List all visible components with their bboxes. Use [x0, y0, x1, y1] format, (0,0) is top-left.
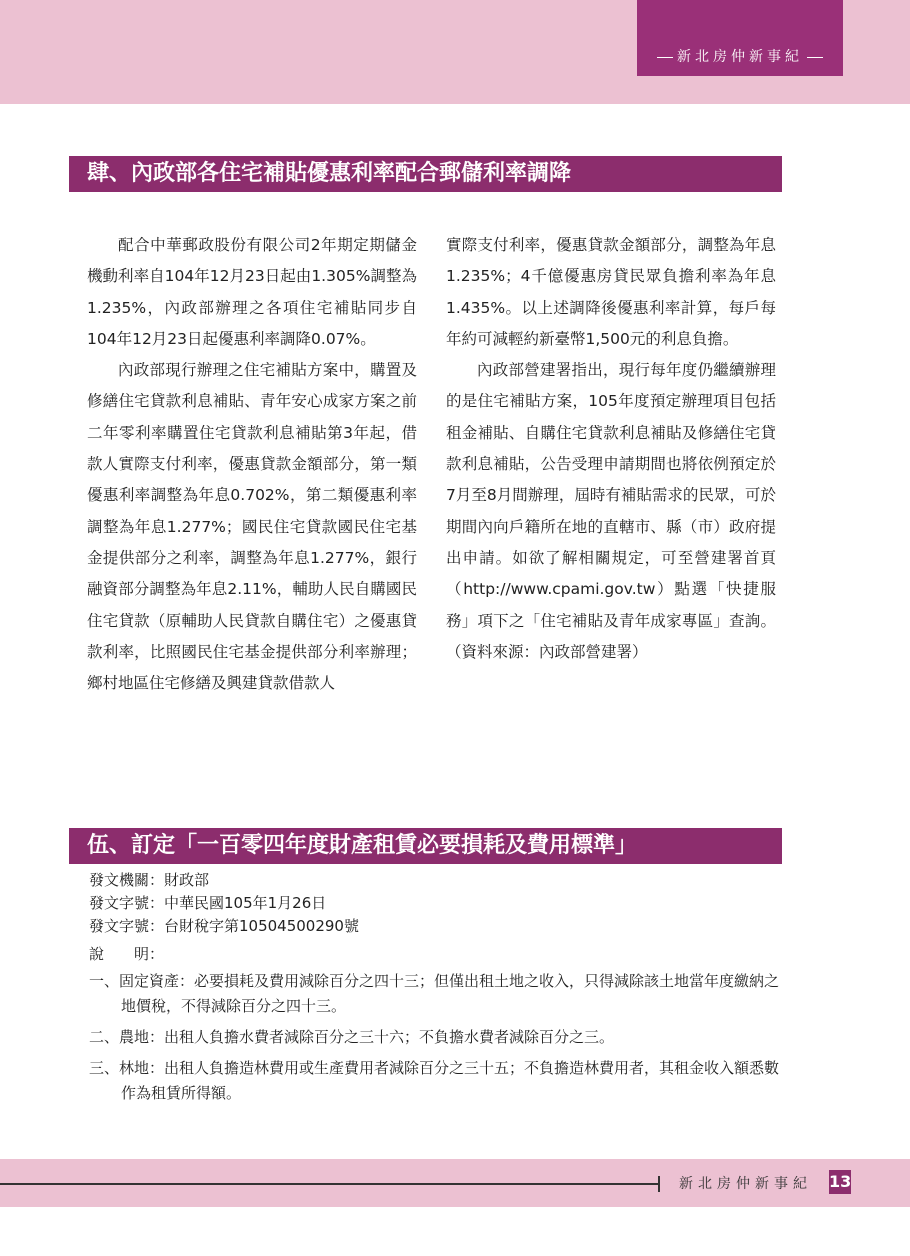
header-tab	[637, 0, 843, 76]
section-4-left-column	[87, 230, 417, 699]
explanation-list	[89, 969, 789, 1112]
footer-rule-tick	[658, 1176, 660, 1192]
page-number: 13	[829, 1170, 851, 1194]
document-info	[89, 869, 359, 938]
section-5-heading: 伍、訂定「一百零四年度財產租賃必要損耗及費用標準」	[69, 828, 782, 864]
header-journal-title: 新北房仲新事紀	[637, 46, 843, 66]
list-item: 二、農地：出租人負擔水費者減除百分之三十六；不負擔水費者減除百分之三。	[89, 1028, 615, 1046]
issuing-agency: 發文機關：財政部	[89, 871, 210, 889]
section-4-paragraph-1: 配合中華郵政股份有限公司2年期定期儲金機動利率自104年12月23日起由1.305%調整為1.235%，內政部辦理之各項住宅補貼同步自104年12月23日起優惠利率調降0.07%。	[87, 236, 417, 348]
issue-date: 發文字號：中華民國105年1月26日	[89, 894, 327, 912]
footer-journal-title: 新北房仲新事紀	[679, 1176, 812, 1192]
section-4-paragraph-2-cont: 實際支付利率，優惠貸款金額部分，調整為年息1.235%；4千億優惠房貸民眾負擔利率為年息1.435%。以上述調降後優惠利率計算，每戶每年約可減輕約新臺幣1,500元的利息負擔。	[446, 236, 776, 348]
section-4-paragraph-3: 內政部營建署指出，現行每年度仍繼續辦理的是住宅補貼方案，105年度預定辦理項目包括租金補貼、自購住宅貸款利息補貼及修繕住宅貸款利息補貼，公告受理申請期間也將依例預定於7月至8月間辦理，屆時有補貼需求的民眾，可於期間內向戶籍所在地的直轄市、縣（市）政府提出申請。如欲了解相關規定，可至營建署首頁（http://www.cpami.gov.tw）點選「快捷服務」項下之「住宅補貼及青年成家專區」查詢。（資料來源：內政部營建署）	[446, 361, 776, 661]
section-4-right-column	[446, 230, 776, 668]
list-item: 三、林地：出租人負擔造林費用或生產費用者減除百分之三十五；不負擔造林費用者，其租金收入額悉數作為租賃所得額。	[89, 1059, 780, 1102]
explanation-label: 說 明：	[89, 945, 165, 963]
footer-rule	[0, 1183, 660, 1185]
list-item: 一、固定資產：必要損耗及費用減除百分之四十三；但僅出租土地之收入，只得減除該土地當年度繳納之地價稅，不得減除百分之四十三。	[89, 972, 780, 1015]
section-4-heading: 肆、內政部各住宅補貼優惠利率配合郵儲利率調降	[69, 156, 782, 192]
section-4-paragraph-2: 內政部現行辦理之住宅補貼方案中，購置及修繕住宅貸款利息補貼、青年安心成家方案之前二年零利率購置住宅貸款利息補貼第3年起，借款人實際支付利率，優惠貸款金額部分，第一類優惠利率調整為年息0.702%，第二類優惠利率調整為年息1.277%；國民住宅貸款國民住宅基金提供部分之利率，調整為年息1.277%，銀行融資部分調整為年息2.11%，輔助人民自購國民住宅貸款（原輔助人民貸款自購住宅）之優惠貸款利率，比照國民住宅基金提供部分利率辦理；鄉村地區住宅修繕及興建貸款借款人	[87, 361, 417, 693]
issue-number: 發文字號：台財稅字第10504500290號	[89, 917, 359, 935]
